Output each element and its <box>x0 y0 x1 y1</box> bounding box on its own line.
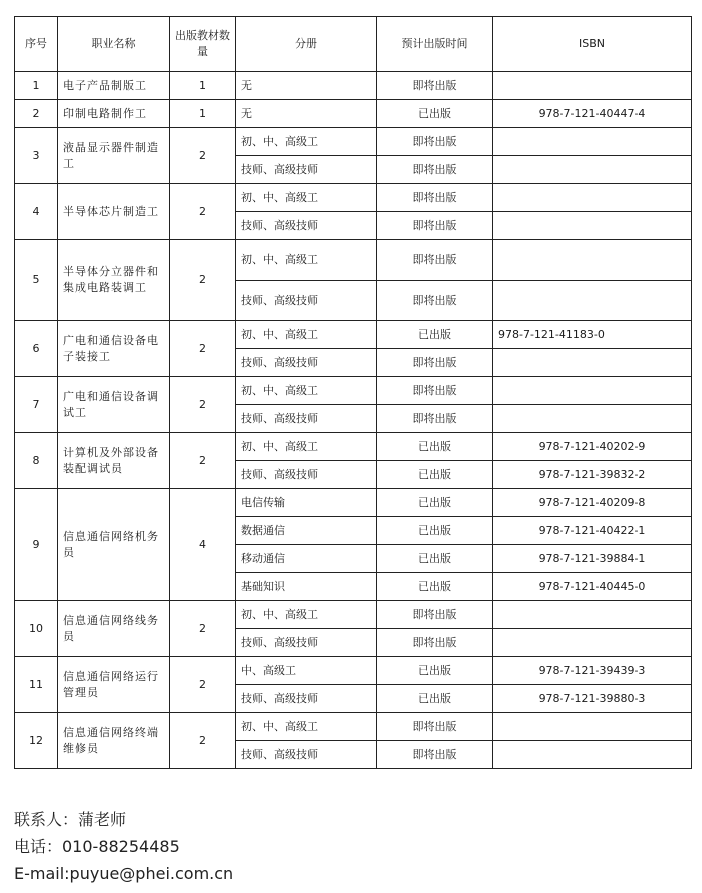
cell-isbn: 978-7-121-39880-3 <box>493 685 692 713</box>
cell-job-name: 信息通信网络终端维修员 <box>58 713 170 769</box>
cell-isbn <box>493 601 692 629</box>
cell-pub-time: 即将出版 <box>377 128 493 156</box>
cell-pub-time: 已出版 <box>377 573 493 601</box>
cell-volume: 技师、高级技师 <box>236 212 377 240</box>
cell-seq: 2 <box>15 100 58 128</box>
cell-count: 2 <box>170 184 236 240</box>
cell-isbn <box>493 349 692 377</box>
cell-job-name: 印制电路制作工 <box>58 100 170 128</box>
cell-seq: 4 <box>15 184 58 240</box>
cell-volume: 技师、高级技师 <box>236 156 377 184</box>
table-body <box>15 72 692 769</box>
table-row <box>15 128 692 156</box>
cell-volume: 无 <box>236 100 377 128</box>
table-row <box>15 321 692 349</box>
cell-pub-time: 已出版 <box>377 657 493 685</box>
cell-isbn <box>493 281 692 321</box>
cell-volume: 初、中、高级工 <box>236 377 377 405</box>
header-volume: 分册 <box>236 17 377 72</box>
cell-seq: 5 <box>15 240 58 321</box>
cell-isbn <box>493 713 692 741</box>
cell-pub-time: 已出版 <box>377 433 493 461</box>
cell-pub-time: 即将出版 <box>377 713 493 741</box>
header-job-name: 职业名称 <box>58 17 170 72</box>
cell-isbn <box>493 405 692 433</box>
cell-pub-time: 已出版 <box>377 489 493 517</box>
table-row <box>15 713 692 741</box>
table-header-row <box>15 17 692 72</box>
cell-seq: 8 <box>15 433 58 489</box>
cell-volume: 技师、高级技师 <box>236 461 377 489</box>
cell-seq: 10 <box>15 601 58 657</box>
table-row <box>15 100 692 128</box>
table-row <box>15 240 692 281</box>
cell-pub-time: 即将出版 <box>377 156 493 184</box>
cell-isbn: 978-7-121-40209-8 <box>493 489 692 517</box>
cell-pub-time: 已出版 <box>377 517 493 545</box>
cell-isbn: 978-7-121-40422-1 <box>493 517 692 545</box>
cell-volume: 基础知识 <box>236 573 377 601</box>
cell-isbn <box>493 629 692 657</box>
cell-volume: 技师、高级技师 <box>236 629 377 657</box>
header-pub-time: 预计出版时间 <box>377 17 493 72</box>
cell-count: 2 <box>170 128 236 184</box>
table-row <box>15 601 692 629</box>
cell-pub-time: 已出版 <box>377 321 493 349</box>
cell-isbn <box>493 184 692 212</box>
cell-isbn <box>493 377 692 405</box>
header-seq: 序号 <box>15 17 58 72</box>
cell-volume: 初、中、高级工 <box>236 713 377 741</box>
cell-count: 2 <box>170 321 236 377</box>
cell-seq: 3 <box>15 128 58 184</box>
cell-count: 2 <box>170 377 236 433</box>
cell-volume: 技师、高级技师 <box>236 349 377 377</box>
cell-isbn <box>493 240 692 281</box>
cell-pub-time: 即将出版 <box>377 405 493 433</box>
cell-volume: 技师、高级技师 <box>236 405 377 433</box>
cell-volume: 初、中、高级工 <box>236 184 377 212</box>
cell-job-name: 半导体芯片制造工 <box>58 184 170 240</box>
cell-pub-time: 已出版 <box>377 100 493 128</box>
cell-count: 2 <box>170 433 236 489</box>
cell-job-name: 液晶显示器件制造工 <box>58 128 170 184</box>
cell-volume: 数据通信 <box>236 517 377 545</box>
cell-isbn: 978-7-121-39884-1 <box>493 545 692 573</box>
cell-volume: 初、中、高级工 <box>236 321 377 349</box>
cell-volume: 初、中、高级工 <box>236 128 377 156</box>
cell-volume: 初、中、高级工 <box>236 601 377 629</box>
cell-pub-time: 已出版 <box>377 685 493 713</box>
contact-phone: 电话：010-88254485 <box>14 837 180 856</box>
table-row <box>15 72 692 100</box>
cell-pub-time: 已出版 <box>377 461 493 489</box>
cell-count: 1 <box>170 100 236 128</box>
cell-volume: 技师、高级技师 <box>236 741 377 769</box>
cell-isbn: 978-7-121-40202-9 <box>493 433 692 461</box>
cell-isbn <box>493 212 692 240</box>
table-row <box>15 433 692 461</box>
cell-seq: 6 <box>15 321 58 377</box>
cell-seq: 9 <box>15 489 58 601</box>
cell-pub-time: 即将出版 <box>377 377 493 405</box>
cell-count: 2 <box>170 240 236 321</box>
cell-count: 2 <box>170 713 236 769</box>
textbook-table <box>14 16 692 769</box>
table-row <box>15 377 692 405</box>
cell-pub-time: 即将出版 <box>377 212 493 240</box>
cell-volume: 技师、高级技师 <box>236 685 377 713</box>
cell-seq: 7 <box>15 377 58 433</box>
table-row <box>15 184 692 212</box>
cell-job-name: 半导体分立器件和集成电路装调工 <box>58 240 170 321</box>
cell-pub-time: 即将出版 <box>377 601 493 629</box>
cell-job-name: 信息通信网络机务员 <box>58 489 170 601</box>
cell-isbn: 978-7-121-40445-0 <box>493 573 692 601</box>
cell-isbn <box>493 156 692 184</box>
cell-isbn: 978-7-121-40447-4 <box>493 100 692 128</box>
cell-pub-time: 即将出版 <box>377 349 493 377</box>
table-row <box>15 657 692 685</box>
cell-job-name: 电子产品制版工 <box>58 72 170 100</box>
table-row <box>15 489 692 517</box>
cell-seq: 1 <box>15 72 58 100</box>
cell-job-name: 广电和通信设备电子装接工 <box>58 321 170 377</box>
cell-pub-time: 即将出版 <box>377 629 493 657</box>
contact-email: E-mail:puyue@phei.com.cn <box>14 864 234 883</box>
cell-isbn <box>493 128 692 156</box>
cell-isbn <box>493 741 692 769</box>
cell-pub-time: 即将出版 <box>377 741 493 769</box>
cell-volume: 中、高级工 <box>236 657 377 685</box>
cell-seq: 11 <box>15 657 58 713</box>
cell-count: 2 <box>170 601 236 657</box>
cell-volume: 移动通信 <box>236 545 377 573</box>
cell-job-name: 信息通信网络运行管理员 <box>58 657 170 713</box>
contact-person: 联系人：蒲老师 <box>14 810 127 829</box>
cell-job-name: 信息通信网络线务员 <box>58 601 170 657</box>
cell-count: 1 <box>170 72 236 100</box>
header-count: 出版教材数量 <box>170 17 236 72</box>
cell-volume: 无 <box>236 72 377 100</box>
cell-pub-time: 即将出版 <box>377 281 493 321</box>
cell-count: 4 <box>170 489 236 601</box>
cell-pub-time: 即将出版 <box>377 240 493 281</box>
contact-info <box>14 806 233 887</box>
cell-pub-time: 已出版 <box>377 545 493 573</box>
cell-pub-time: 即将出版 <box>377 184 493 212</box>
cell-isbn: 978-7-121-39439-3 <box>493 657 692 685</box>
cell-volume: 技师、高级技师 <box>236 281 377 321</box>
cell-volume: 电信传输 <box>236 489 377 517</box>
cell-seq: 12 <box>15 713 58 769</box>
cell-isbn: 978-7-121-39832-2 <box>493 461 692 489</box>
header-isbn: ISBN <box>493 17 692 72</box>
cell-volume: 初、中、高级工 <box>236 240 377 281</box>
cell-count: 2 <box>170 657 236 713</box>
cell-job-name: 广电和通信设备调试工 <box>58 377 170 433</box>
cell-isbn: 978-7-121-41183-0 <box>493 321 692 349</box>
cell-volume: 初、中、高级工 <box>236 433 377 461</box>
cell-job-name: 计算机及外部设备装配调试员 <box>58 433 170 489</box>
cell-pub-time: 即将出版 <box>377 72 493 100</box>
cell-isbn <box>493 72 692 100</box>
